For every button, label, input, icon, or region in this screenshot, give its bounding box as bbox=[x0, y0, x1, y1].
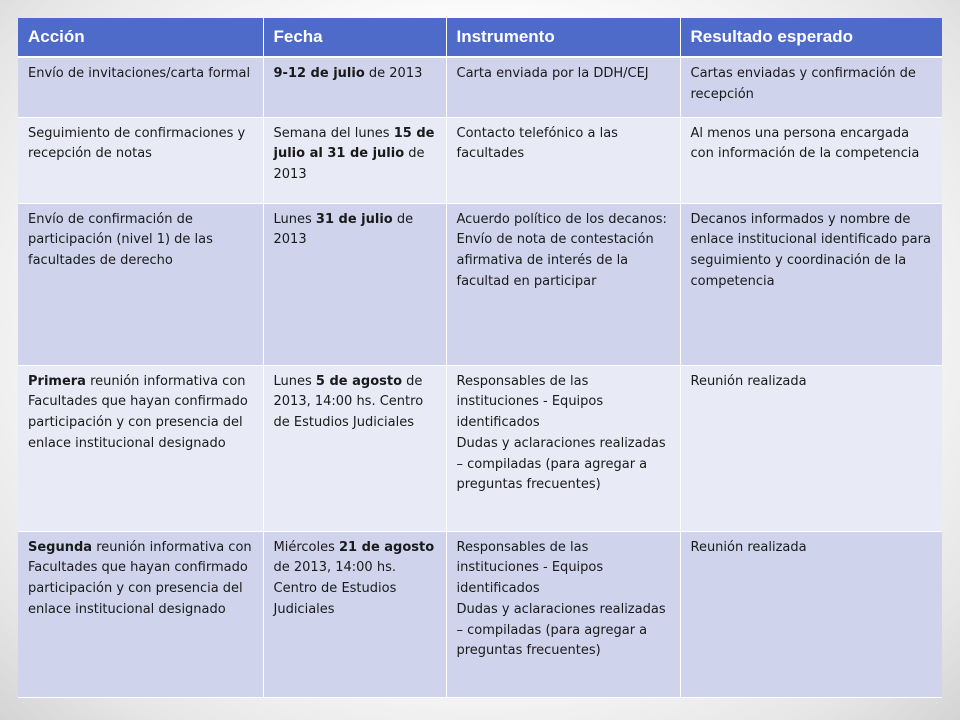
table-row bbox=[18, 531, 942, 697]
cell-instrumento: Acuerdo político de los decanos: Envío de nota de contestación afirmativa de interés de la facultad en participar bbox=[446, 203, 680, 365]
schedule-table bbox=[18, 18, 942, 698]
cell-accion: Envío de confirmación de participación (nivel 1) de las facultades de derecho bbox=[18, 203, 263, 365]
cell-resultado: Reunión realizada bbox=[680, 365, 942, 531]
header-accion: Acción bbox=[18, 18, 263, 57]
cell-resultado: Decanos informados y nombre de enlace institucional identificado para seguimiento y coordinación de la competencia bbox=[680, 203, 942, 365]
cell-instrumento: Contacto telefónico a las facultades bbox=[446, 117, 680, 203]
cell-fecha: Miércoles 21 de agosto de 2013, 14:00 hs. Centro de Estudios Judiciales bbox=[263, 531, 446, 697]
cell-instrumento: Responsables de las instituciones - Equipos identificados Dudas y aclaraciones realizadas – compiladas (para agregar a preguntas frecuentes) bbox=[446, 531, 680, 697]
table-header-row bbox=[18, 18, 942, 57]
table-row bbox=[18, 203, 942, 365]
schedule-table-container bbox=[18, 18, 942, 698]
cell-resultado: Reunión realizada bbox=[680, 531, 942, 697]
cell-resultado: Cartas enviadas y confirmación de recepción bbox=[680, 57, 942, 117]
cell-accion: Primera reunión informativa con Facultades que hayan confirmado participación y con presencia del enlace institucional designado bbox=[18, 365, 263, 531]
cell-fecha: 9-12 de julio de 2013 bbox=[263, 57, 446, 117]
cell-resultado: Al menos una persona encargada con información de la competencia bbox=[680, 117, 942, 203]
cell-fecha: Lunes 5 de agosto de 2013, 14:00 hs. Centro de Estudios Judiciales bbox=[263, 365, 446, 531]
header-fecha: Fecha bbox=[263, 18, 446, 57]
cell-instrumento: Responsables de las instituciones - Equipos identificados Dudas y aclaraciones realizadas – compiladas (para agregar a preguntas frecuentes) bbox=[446, 365, 680, 531]
cell-fecha: Semana del lunes 15 de julio al 31 de julio de 2013 bbox=[263, 117, 446, 203]
cell-fecha: Lunes 31 de julio de 2013 bbox=[263, 203, 446, 365]
cell-instrumento: Carta enviada por la DDH/CEJ bbox=[446, 57, 680, 117]
table-row bbox=[18, 57, 942, 117]
cell-accion: Seguimiento de confirmaciones y recepción de notas bbox=[18, 117, 263, 203]
table-row bbox=[18, 365, 942, 531]
cell-accion: Envío de invitaciones/carta formal bbox=[18, 57, 263, 117]
header-instrumento: Instrumento bbox=[446, 18, 680, 57]
table-row bbox=[18, 117, 942, 203]
header-resultado: Resultado esperado bbox=[680, 18, 942, 57]
cell-accion: Segunda reunión informativa con Facultades que hayan confirmado participación y con presencia del enlace institucional designado bbox=[18, 531, 263, 697]
